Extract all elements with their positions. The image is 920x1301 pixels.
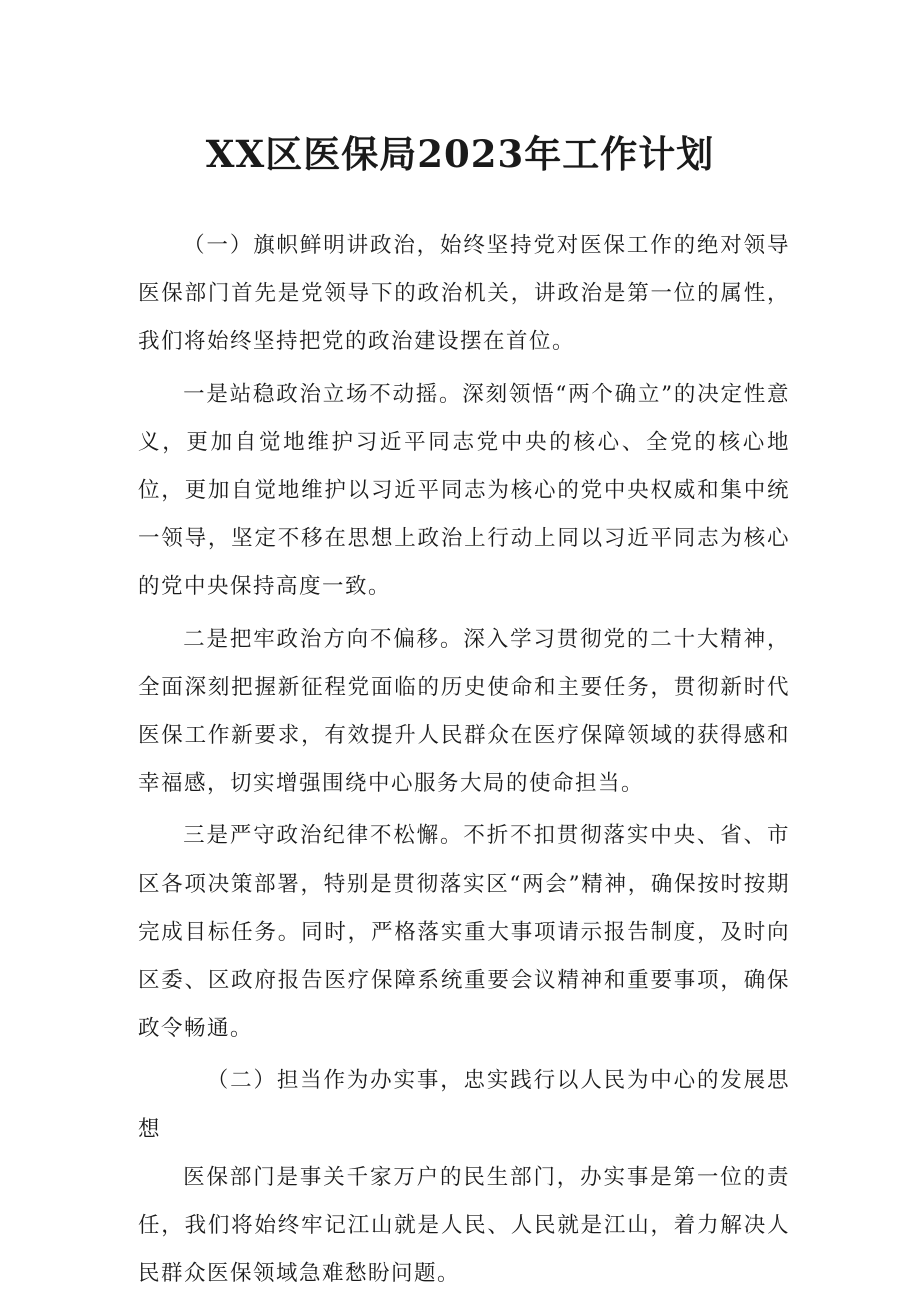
document-body — [138, 222, 790, 1298]
paragraph-point-one: 一是站稳政治立场不动摇。深刻领悟“两个确立”的决定性意义，更加自觉地维护习近平同志党中央的核心、全党的核心地位，更加自觉地维护以习近平同志为核心的党中央权威和集中统一领导，坚定不移在思想上政治上行动上同以习近平同志为核心的党中央保持高度一致。 — [138, 381, 790, 600]
paragraph-point-two: 二是把牢政治方向不偏移。深入学习贯彻党的二十大精神，全面深刻把握新征程党面临的历史使命和主要任务，贯彻新时代医保工作新要求，有效提升人民群众在医疗保障领域的获得感和幸福感，切实增强围绕中心服务大局的使命担当。 — [138, 626, 790, 797]
paragraph-section-one-heading: （一）旗帜鲜明讲政治，始终坚持党对医保工作的绝对领导医保部门首先是党领导下的政治机关，讲政治是第一位的属性，我们将始终坚持把党的政治建设摆在首位。 — [138, 233, 790, 355]
paragraph-section-two-intro: 医保部门是事关千家万户的民生部门，办实事是第一位的责任，我们将始终牢记江山就是人民、人民就是江山，着力解决人民群众医保领域急难愁盼问题。 — [138, 1164, 790, 1287]
document-title: XX区医保局2023年工作计划 — [205, 132, 715, 176]
paragraph-section-two-heading: （二）担当作为办实事，忠实践行以人民为中心的发展思想 — [138, 1068, 790, 1142]
paragraph-point-three: 三是严守政治纪律不松懈。不折不扣贯彻落实中央、省、市区各项决策部署，特别是贯彻落实区“两会”精神，确保按时按期完成目标任务。同时，严格落实重大事项请示报告制度，及时向区委、区政府报告医疗保障系统重要会议精神和重要事项，确保政令畅通。 — [138, 823, 790, 1042]
